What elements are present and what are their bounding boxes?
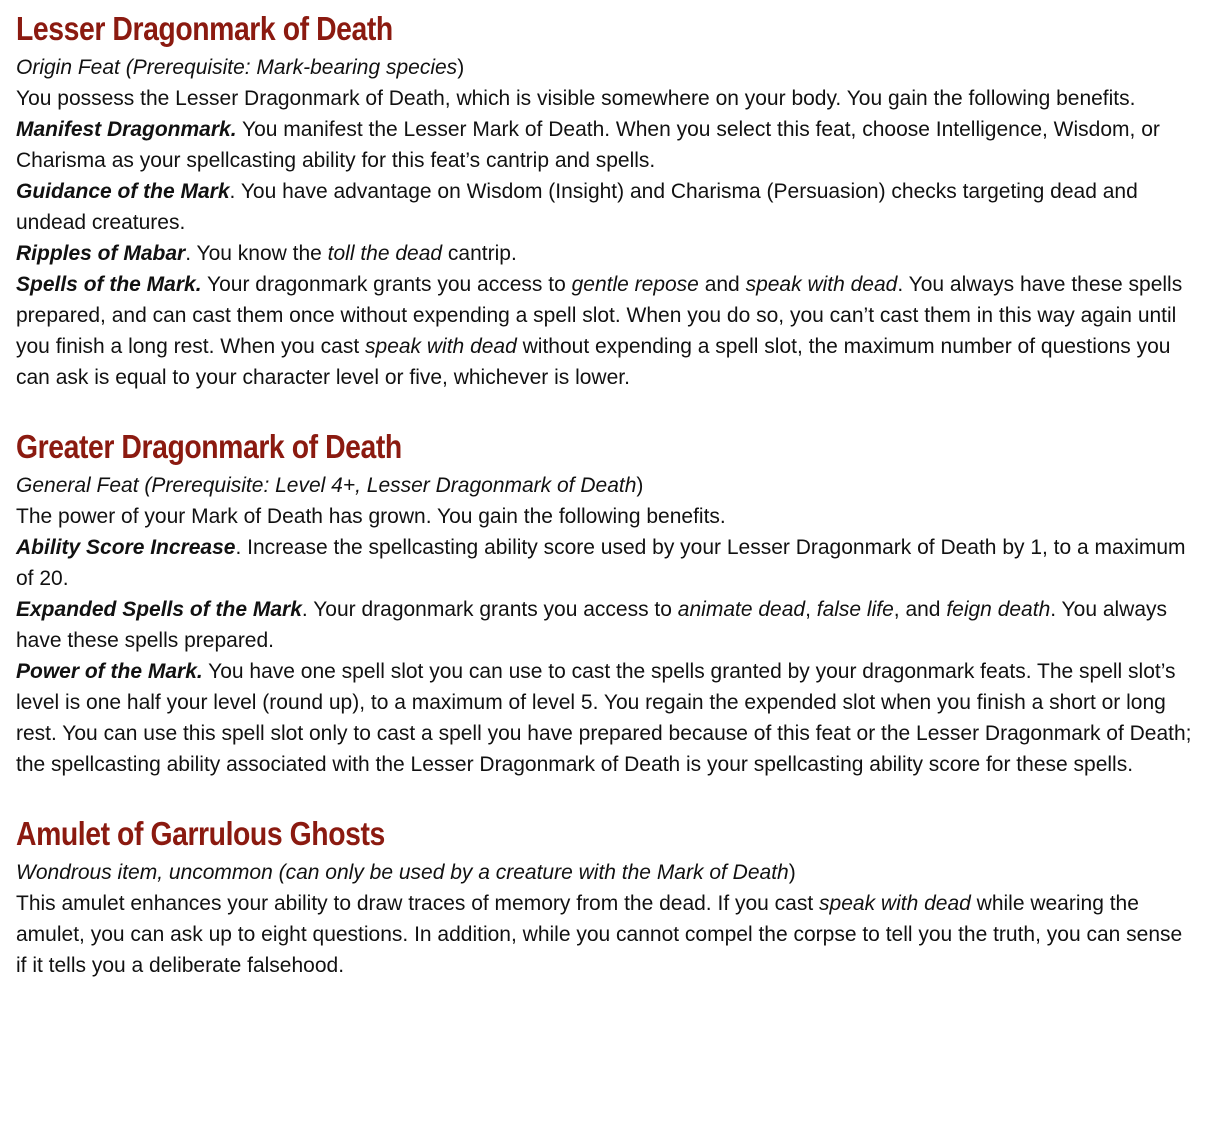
feature-text: . You always have these spells prepared, and can cast them once without expending a spell slot. When you do so, you can’t cast them in this way again until you finish a long rest. When you cast <box>16 273 1183 358</box>
feature-text: . You know the <box>185 242 328 265</box>
section-title: Greater Dragonmark of Death <box>16 428 402 465</box>
feature-paragraph <box>16 532 1196 594</box>
feature-name: Ability Score Increase <box>16 536 236 559</box>
feat-intro: The power of your Mark of Death has grown. You gain the following benefits. <box>16 505 726 528</box>
feature-name: Spells of the Mark. <box>16 273 202 296</box>
item-text: This amulet enhances your ability to draw traces of memory from the dead. If you cast <box>16 892 820 915</box>
spell-name: animate dead <box>677 598 806 621</box>
subtitle-close: ) <box>636 474 644 497</box>
item-description <box>16 888 1196 981</box>
subtitle-close: ) <box>788 861 796 884</box>
section-title: Amulet of Garrulous Ghosts <box>16 815 385 852</box>
document <box>16 6 1196 981</box>
feat-subtitle <box>16 470 1196 501</box>
feature-paragraph <box>16 594 1196 656</box>
feature-paragraph <box>16 269 1196 393</box>
spell-name: toll the dead <box>327 242 443 265</box>
feature-text: . You always have these spells prepared. <box>16 598 1168 652</box>
feature-text: . You have advantage on Wisdom (Insight) and Charisma (Persuasion) checks targeting dead and undead creatures. <box>16 180 1138 234</box>
feature-paragraph <box>16 238 1196 269</box>
subtitle-close: ) <box>457 56 465 79</box>
subtitle-italic: General Feat (Prerequisite: Level 4+, Lesser Dragonmark of Death <box>16 474 637 497</box>
item-subtitle <box>16 857 1196 888</box>
feature-text: . Increase the spellcasting ability score used by your Lesser Dragonmark of Death by 1, to a maximum of 20. <box>16 536 1186 590</box>
section-greater-dragonmark <box>16 424 1196 780</box>
section-amulet <box>16 811 1196 981</box>
feat-subtitle <box>16 52 1196 83</box>
feature-text: cantrip. <box>442 242 517 265</box>
feature-text: and <box>698 273 746 296</box>
feature-paragraph <box>16 656 1196 780</box>
spell-name: speak with dead <box>365 335 517 358</box>
feature-name: Expanded Spells of the Mark <box>16 598 302 621</box>
feature-text: , and <box>893 598 947 621</box>
feature-name: Ripples of Mabar <box>16 242 186 265</box>
feature-paragraph <box>16 114 1196 176</box>
feature-name: Power of the Mark. <box>16 660 203 683</box>
feature-text: without expending a spell slot, the maximum number of questions you can ask is equal to your character level or five, whichever is lower. <box>16 335 1171 389</box>
feature-text: . Your dragonmark grants you access to <box>301 598 678 621</box>
section-lesser-dragonmark <box>16 6 1196 393</box>
feature-name: Manifest Dragonmark. <box>16 118 237 141</box>
feature-name: Guidance of the Mark <box>16 180 230 203</box>
spell-name: feign death <box>946 598 1051 621</box>
feature-text: , <box>805 598 817 621</box>
item-text: while wearing the amulet, you can ask up to eight questions. In addition, while you cannot compel the corpse to tell you the truth, you can sense if it tells you a deliberate falsehood. <box>16 892 1183 977</box>
spell-name: speak with dead <box>819 892 971 915</box>
spell-name: speak with dead <box>745 273 898 296</box>
spell-name: false life <box>816 598 894 621</box>
feature-text: You have one spell slot you can use to cast the spells granted by your dragonmark feats. The spell slot’s level is one half your level (round up), to a maximum of level 5. You regain the expended slot when you finish a short or long rest. You can use this spell slot only to cast a spell you have prepared because of this feat or the Lesser Dragonmark of Death; the spellcasting ability associated with the Lesser Dragonmark of Death is your spellcasting ability score for these spells. <box>16 660 1192 776</box>
feature-text: Your dragonmark grants you access to <box>201 273 572 296</box>
subtitle-italic: Wondrous item, uncommon (can only be used by a creature with the Mark of Death <box>16 861 789 884</box>
spell-name: gentle repose <box>571 273 699 296</box>
feature-text: You manifest the Lesser Mark of Death. When you select this feat, choose Intelligence, Wisdom, or Charisma as your spellcasting ability for this feat’s cantrip and spells. <box>16 118 1160 172</box>
section-title: Lesser Dragonmark of Death <box>16 10 393 47</box>
feat-intro: You possess the Lesser Dragonmark of Death, which is visible somewhere on your body. You gain the following benefits. <box>16 87 1136 110</box>
feature-paragraph <box>16 176 1196 238</box>
subtitle-italic: Origin Feat (Prerequisite: Mark-bearing species <box>16 56 458 79</box>
